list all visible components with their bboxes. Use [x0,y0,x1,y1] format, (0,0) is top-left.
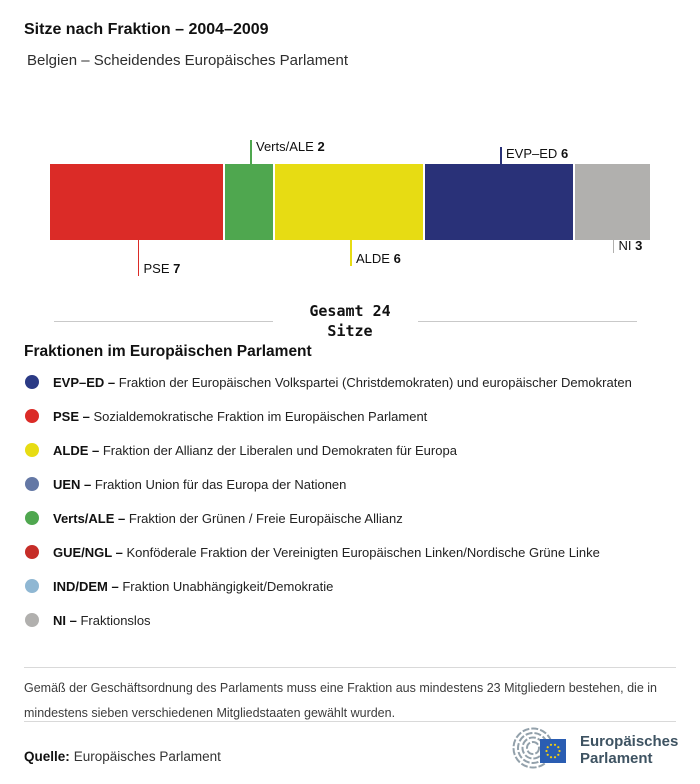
legend-dot-pse [25,409,39,423]
legend-label-uen: UEN – Fraktion Union für das Europa der Nationen [53,476,347,492]
legend-dot-ind-dem [25,579,39,593]
source-value: Europäisches Parlament [73,749,221,764]
divider-below-footnote [24,721,676,722]
legend-heading: Fraktionen im Europäischen Parlament [24,343,312,360]
legend-label-verts-ale: Verts/ALE – Fraktion der Grünen / Freie Europäische Allianz [53,510,403,526]
source-label: Quelle: [24,749,70,764]
total-seats-label: Gesamt 24 [309,302,391,320]
legend-label-ni: NI – Fraktionslos [53,612,151,628]
legend-dot-alde [25,443,39,457]
bar-segment-evp-ed[interactable] [425,164,575,240]
bar-segment-ni[interactable] [575,164,650,240]
page-title: Sitze nach Fraktion – 2004–2009 [24,21,269,38]
bar-label-alde: ALDE 6 [356,251,401,266]
legend-dot-uen [25,477,39,491]
logo-wordmark [580,733,678,767]
eu-flag-icon [540,739,566,763]
bar-label-tick-pse [138,240,140,276]
logo-wordmark-line1: Europäisches [580,733,679,750]
legend-dot-gue-ngl [25,545,39,559]
legend-label-gue-ngl: GUE/NGL – Konföderale Fraktion der Vereinigten Europäischen Linken/Nordische Grüne Linke [53,544,600,560]
bar-label-tick-verts-ale [250,140,252,164]
legend-item-evp-ed [25,374,685,390]
legend-item-uen [25,476,685,492]
source-line [24,749,221,764]
european-parliament-logo-icon [503,724,569,768]
legend-item-ni [25,612,685,628]
page-subtitle: Belgien – Scheidendes Europäisches Parlament [27,52,349,69]
legend-item-gue-ngl [25,544,685,560]
legend-item-alde [25,442,685,458]
legend-label-ind-dem: IND/DEM – Fraktion Unabhängigkeit/Demokratie [53,578,334,594]
legend-item-pse [25,408,685,424]
bar-label-tick-evp-ed [500,147,502,164]
footnote-text: Gemäß der Geschäftsordnung des Parlaments muss eine Fraktion aus mindestens 23 Mitgliedern bestehen, die in mindestens sieben verschiedenen Mitgliedstaaten gewählt wurden. [24,681,657,720]
bar-segment-pse[interactable] [50,164,225,240]
legend-dot-ni [25,613,39,627]
bar-label-verts-ale: Verts/ALE 2 [256,139,325,154]
bar-label-ni: NI 3 [618,238,643,253]
bar-label-pse: PSE 7 [143,261,181,276]
bar-segment-alde[interactable] [275,164,425,240]
bar-label-tick-alde [350,240,352,266]
bar-label-tick-ni [613,240,615,253]
legend-label-evp-ed: EVP–ED – Fraktion der Europäischen Volkspartei (Christdemokraten) und europäischer Demokraten [53,374,632,390]
legend-label-pse: PSE – Sozialdemokratische Fraktion im Europäischen Parlament [53,408,428,424]
legend-item-ind-dem [25,578,685,594]
bar-label-evp-ed: EVP–ED 6 [506,146,569,161]
legend-item-verts-ale [25,510,685,526]
faction-legend [25,374,685,646]
logo-wordmark-line2: Parlament [580,750,653,767]
legend-dot-verts-ale [25,511,39,525]
seat-bar [50,164,650,240]
divider-above-footnote [24,667,676,668]
bar-segment-verts-ale[interactable] [225,164,275,240]
legend-dot-evp-ed [25,375,39,389]
legend-label-alde: ALDE – Fraktion der Allianz der Liberalen und Demokraten für Europa [53,442,457,458]
total-seats-label-line2: Sitze [327,322,373,340]
